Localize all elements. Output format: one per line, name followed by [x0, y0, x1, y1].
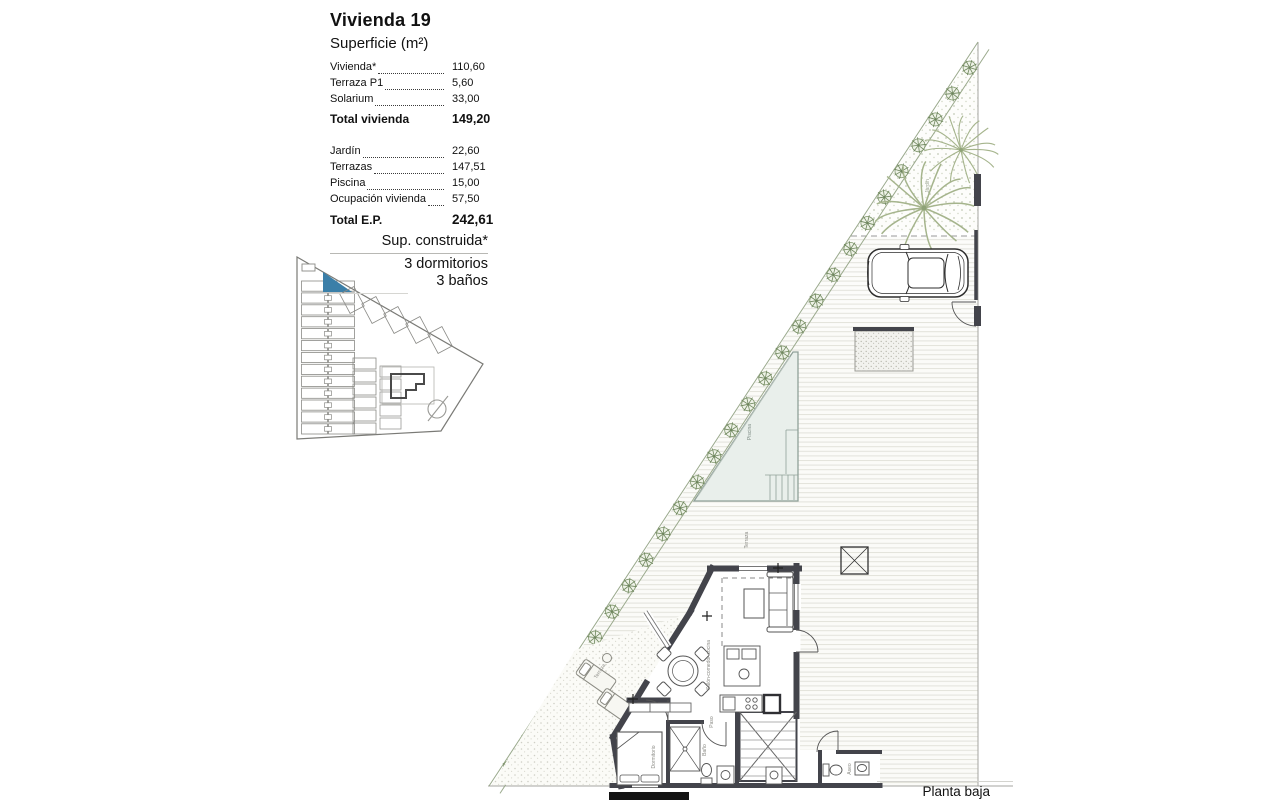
sofa: [767, 572, 793, 632]
floor-label: Planta baja: [922, 784, 990, 799]
legend-row: [330, 60, 500, 76]
legend-row: [330, 160, 500, 176]
legend-row: [330, 76, 500, 92]
row-value: 110,60: [452, 61, 485, 73]
row-label: Piscina: [330, 176, 366, 189]
dot-leader: [375, 105, 444, 106]
floor-label-rule: [877, 781, 1013, 782]
row-label: Vivienda*: [330, 61, 377, 73]
title-block-edge: [609, 792, 689, 800]
dot-leader: [428, 205, 444, 206]
label-terraza-porche: Terraza: [593, 662, 608, 681]
label-piscina: Piscina: [747, 423, 753, 441]
legend-total-row: [330, 210, 500, 230]
dot-leader: [363, 157, 444, 158]
label-terraza-deck: Terraza: [744, 531, 750, 549]
legend-row: [330, 144, 500, 160]
gravel-pad: [853, 329, 914, 371]
row-label: Total E.P.: [330, 212, 383, 227]
row-value: 149,20: [452, 111, 491, 126]
legend-row: [330, 192, 500, 208]
legend-row: [330, 92, 500, 108]
dot-leader: [374, 173, 444, 174]
label-aseo: Aseo: [847, 763, 853, 775]
construida-block: [330, 233, 488, 294]
car: [868, 245, 969, 302]
row-value: 15,00: [452, 176, 480, 189]
label-dormitorio: Dormitorio: [651, 745, 657, 769]
legend-subtitle: Superficie (m²): [330, 35, 429, 52]
row-label: Ocupación vivienda: [330, 192, 427, 205]
dot-leader: [367, 189, 444, 190]
wardrobe: [629, 703, 691, 712]
pool: [694, 352, 798, 501]
area-legend: [330, 10, 500, 229]
rule: [330, 293, 408, 294]
construida-line: 3 dormitorios: [404, 255, 488, 272]
row-label: Total vivienda: [330, 111, 410, 126]
row-label: Jardín: [330, 144, 361, 157]
row-value: 5,60: [452, 76, 474, 89]
row-label: Solarium: [330, 92, 374, 105]
label-salon: Salón-comedor-cocina: [706, 639, 712, 691]
label-paso: Paso: [709, 716, 715, 728]
dot-leader: [378, 73, 444, 74]
row-label: Terraza P1: [330, 76, 384, 89]
row-value: 33,00: [452, 92, 480, 105]
page-title: Vivienda 19: [330, 10, 431, 30]
row-value: 57,50: [452, 192, 480, 205]
label-bano: Baño: [702, 744, 708, 756]
construida-line: Sup. construida*: [330, 233, 488, 254]
coffee-table: [744, 589, 764, 618]
legend-total-row: [330, 110, 500, 128]
dot-leader: [385, 89, 444, 90]
construida-line: 3 baños: [436, 273, 488, 290]
row-value: 147,51: [452, 160, 486, 173]
row-value: 22,60: [452, 144, 480, 157]
legend-row: [330, 176, 500, 192]
row-value: 242,61: [452, 211, 494, 227]
label-jardin: Jardín: [925, 179, 931, 193]
corridor-wc: [766, 767, 782, 784]
row-label: Terrazas: [330, 160, 373, 173]
